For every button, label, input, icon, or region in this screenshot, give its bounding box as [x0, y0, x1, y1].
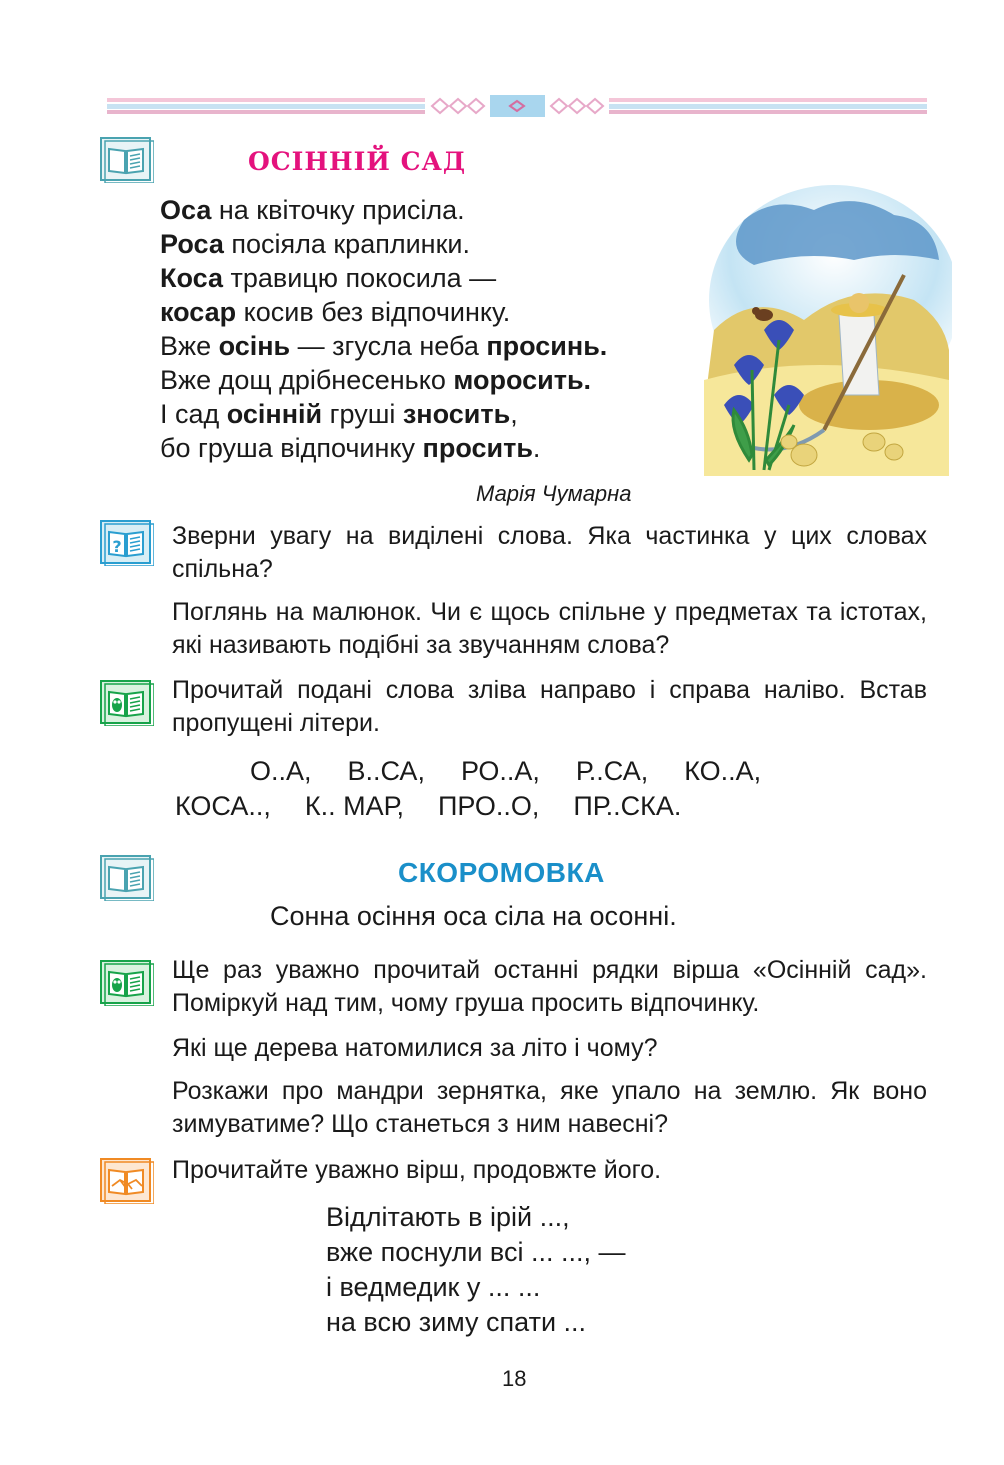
poem-line [160, 431, 700, 465]
poem-text: — згусла неба [290, 331, 487, 361]
highlighted-word: осінь [218, 331, 291, 361]
task4-paragraph: Прочитайте уважно вірш, продовжте його. [172, 1156, 662, 1184]
missing-letters-row-2 [175, 788, 715, 824]
unfinished-poem-line: і ведмедик у ... ... [326, 1272, 541, 1302]
poem-text: Вже дощ дрібнесенько [160, 365, 454, 395]
book-owl-icon [100, 960, 154, 1006]
book-handshake-icon [100, 1158, 154, 1204]
missing-letters-word: РО..А, [460, 756, 540, 786]
top-ornament-left [107, 98, 425, 114]
book-icon [100, 137, 154, 183]
poem-line [160, 329, 700, 363]
missing-letters-word: О..А, [250, 756, 312, 786]
poem-text: , [510, 399, 518, 429]
unfinished-poem [326, 1200, 625, 1340]
illustration-mower-in-field [694, 180, 952, 476]
highlighted-word: косар [160, 297, 237, 327]
unfinished-poem-line: на всю зиму спати ... [326, 1307, 587, 1337]
poem-line [160, 193, 700, 227]
missing-letters-row-1 [250, 753, 797, 789]
book-question-icon [100, 520, 154, 566]
missing-letters-word: ПР..СКА. [573, 791, 682, 821]
missing-letters-word: ПРО..О, [438, 791, 540, 821]
missing-letters-word: В..СА, [347, 756, 425, 786]
svg-text:?: ? [112, 537, 122, 556]
highlighted-word: Роса [160, 229, 224, 259]
unfinished-poem-line: вже поснули всі ... ..., — [326, 1237, 626, 1267]
highlighted-word: просить [422, 433, 533, 463]
highlighted-word: осінній [226, 399, 323, 429]
task3-paragraph-1: Ще раз уважно прочитай останні рядки вірша «Осінній сад». Поміркуй над тим, чому груша просить відпочинку. [172, 956, 927, 1017]
task2-paragraph: Прочитай подані слова зліва направо і справа наліво. Встав пропущені літери. [172, 676, 927, 737]
poem-author: Марія Чумарна [476, 481, 632, 506]
top-ornament-center [430, 95, 605, 117]
poem-line [160, 397, 700, 431]
missing-letters-word: КОСА.., [175, 791, 271, 821]
book-icon [100, 855, 154, 901]
task1-paragraph-1: Зверни увагу на виділені слова. Яка частинка у цих словах спільна? [172, 522, 927, 583]
poem-text: косив без відпочинку. [236, 297, 511, 327]
poem-line [160, 295, 700, 329]
missing-letters-word: КО..А, [684, 756, 762, 786]
book-owl-icon [100, 680, 154, 726]
task3-paragraph-2: Які ще дерева натомилися за літо і чому? [172, 1034, 658, 1062]
tongue-twister-title: СКОРОМОВКА [398, 857, 605, 888]
poem-text: Вже [160, 331, 219, 361]
poem-text: посіяла краплинки. [223, 229, 470, 259]
highlighted-word: моросить. [453, 365, 592, 395]
highlighted-word: Оса [160, 195, 212, 225]
poem-text: І сад [160, 399, 227, 429]
poem [160, 193, 700, 465]
top-ornament-right [609, 98, 927, 114]
poem-text: . [532, 433, 541, 463]
task1-paragraph-2: Поглянь на малюнок. Чи є щось спільне у предметах та істотах, які називають подібні за звучанням слова? [172, 598, 927, 659]
poem-line [160, 261, 700, 295]
poem-line [160, 227, 700, 261]
poem-text: травицю покосила — [222, 263, 497, 293]
poem-title: ОСІННІЙ САД [248, 147, 467, 176]
poem-text: груші [322, 399, 403, 429]
task3-paragraph-3: Розкажи про мандри зернятка, яке упало на землю. Як воно зимуватиме? Що станеться з ним навесні? [172, 1077, 927, 1138]
highlighted-word: просинь. [486, 331, 608, 361]
poem-line [160, 363, 700, 397]
poem-text: бо груша відпочинку [160, 433, 423, 463]
tongue-twister-text: Сонна осіння оса сіла на осонні. [270, 901, 677, 931]
missing-letters-word: К.. МАР, [304, 791, 404, 821]
highlighted-word: Коса [160, 263, 223, 293]
poem-text: на квіточку присіла. [211, 195, 465, 225]
page-number: 18 [502, 1366, 527, 1391]
missing-letters-word: Р..СА, [575, 756, 649, 786]
unfinished-poem-line: Відлітають в ірій ..., [326, 1202, 570, 1232]
highlighted-word: зносить [402, 399, 511, 429]
